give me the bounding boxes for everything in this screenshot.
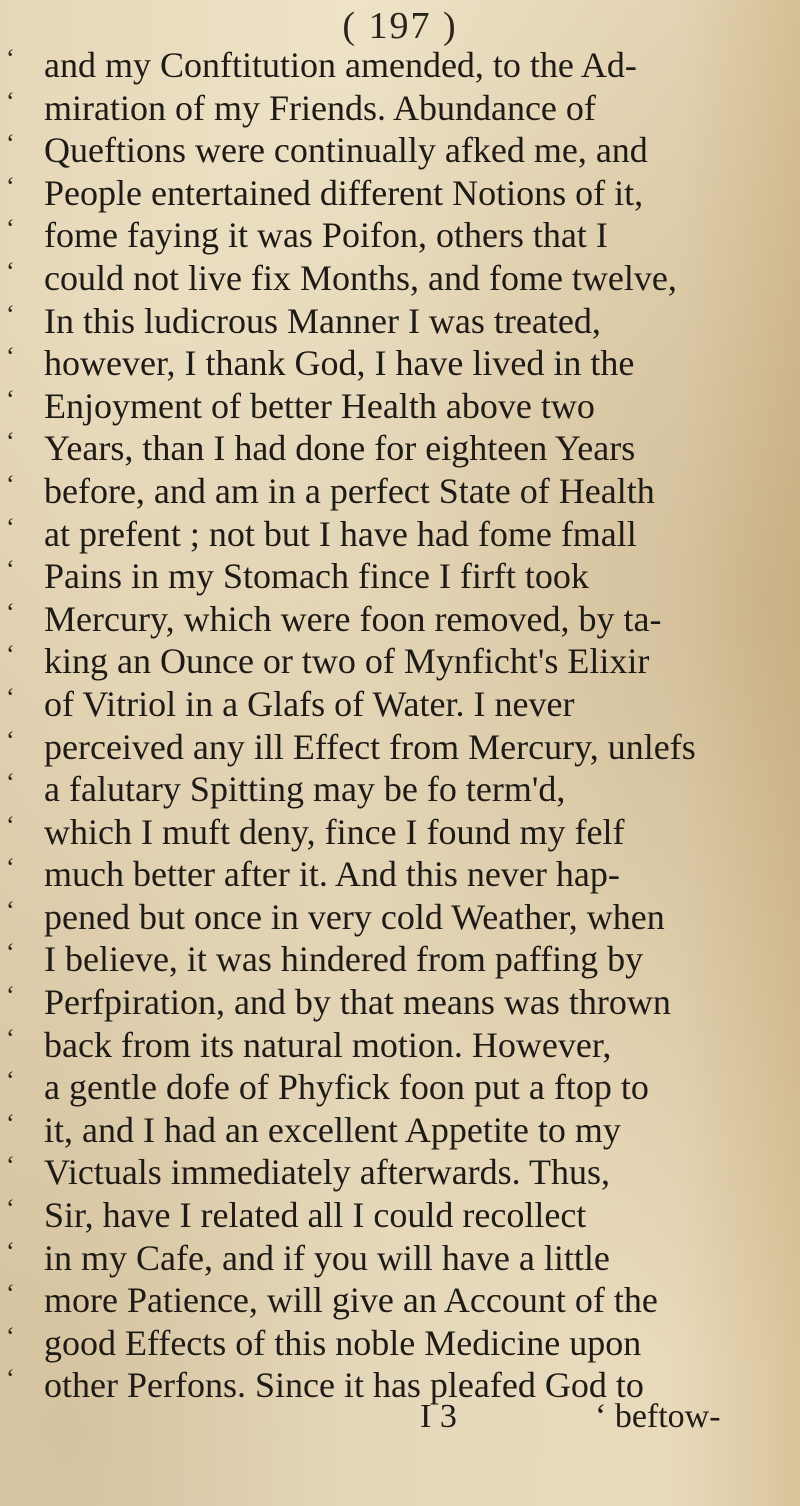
page-number: ( 197 ) [342, 5, 458, 47]
line-text: king an Ounce or two of Mynficht's Elixir [44, 641, 650, 682]
line-text: in my Cafe, and if you will have a little [44, 1237, 610, 1278]
catchword: ‘ beftow- [595, 1398, 721, 1435]
text-line [0, 300, 800, 343]
quote-mark: ‘ [6, 129, 15, 159]
quote-mark: ‘ [6, 171, 15, 201]
line-text: a falutary Spitting may be fo term'd, [44, 769, 566, 810]
quote-mark: ‘ [6, 86, 15, 116]
text-line [0, 726, 800, 769]
line-text: however, I thank God, I have lived in the [44, 343, 635, 384]
text-line [0, 129, 800, 172]
text-line [0, 342, 800, 385]
text-line [0, 1024, 800, 1067]
text-line [0, 87, 800, 130]
line-text: fome faying it was Poifon, others that I [44, 215, 608, 256]
quote-mark: ‘ [6, 768, 15, 798]
line-text: I believe, it was hindered from paffing by [44, 939, 644, 980]
text-line [0, 172, 800, 215]
text-line [0, 981, 800, 1024]
text-line [0, 640, 800, 683]
quote-mark: ‘ [6, 1023, 15, 1053]
text-line [0, 1066, 800, 1109]
quote-mark: ‘ [6, 427, 15, 457]
line-text: a gentle dofe of Phyfick foon put a ftop to [44, 1067, 649, 1108]
quote-mark: ‘ [6, 725, 15, 755]
text-line [0, 1322, 800, 1365]
quote-mark: ‘ [6, 895, 15, 925]
text-line [0, 257, 800, 300]
line-text: of Vitriol in a Glafs of Water. I never [44, 683, 575, 724]
line-text: pened but once in very cold Weather, when [44, 896, 665, 937]
quote-mark: ‘ [6, 938, 15, 968]
quote-mark: ‘ [6, 1321, 15, 1351]
line-text: before, and am in a perfect State of Health [44, 470, 655, 511]
text-line [0, 896, 800, 939]
quote-mark: ‘ [6, 810, 15, 840]
line-text: perceived any ill Effect from Mercury, unlefs [44, 726, 696, 767]
quote-mark: ‘ [6, 597, 15, 627]
text-body [0, 44, 800, 1407]
text-line [0, 385, 800, 428]
text-line [0, 1151, 800, 1194]
text-line [0, 470, 800, 513]
quote-mark: ‘ [6, 1066, 15, 1096]
text-line [0, 938, 800, 981]
quote-mark: ‘ [6, 1194, 15, 1224]
quote-mark: ‘ [6, 299, 15, 329]
line-text: and my Conftitution amended, to the Ad- [44, 45, 637, 85]
line-text: People entertained different Notions of it, [44, 172, 644, 213]
quote-mark: ‘ [6, 1236, 15, 1266]
line-text: it, and I had an excellent Appetite to my [44, 1109, 621, 1150]
quote-mark: ‘ [6, 512, 15, 542]
line-text: could not live fix Months, and fome twelve, [44, 257, 677, 298]
line-text: Sir, have I related all I could recollect [44, 1195, 587, 1236]
line-text: Mercury, which were foon removed, by ta- [44, 598, 662, 639]
quote-mark: ‘ [6, 682, 15, 712]
line-text: back from its natural motion. However, [44, 1024, 612, 1065]
signature-mark: I 3 [420, 1398, 457, 1435]
text-line [0, 1194, 800, 1237]
quote-mark: ‘ [6, 214, 15, 244]
text-line [0, 1279, 800, 1322]
text-line [0, 214, 800, 257]
line-text: Victuals immediately afterwards. Thus, [44, 1152, 611, 1193]
text-line [0, 598, 800, 641]
line-text: other Perfons. Since it has pleafed God to [44, 1365, 644, 1406]
quote-mark: ‘ [6, 469, 15, 499]
line-text: Enjoyment of better Health above two [44, 385, 595, 426]
line-text: In this ludicrous Manner I was treated, [44, 300, 601, 341]
quote-mark: ‘ [6, 1279, 15, 1309]
line-text: much better after it. And this never hap- [44, 854, 620, 895]
quote-mark: ‘ [6, 1364, 15, 1394]
quote-mark: ‘ [6, 555, 15, 585]
text-line [0, 1109, 800, 1152]
footer-line [0, 1398, 800, 1438]
quote-mark: ‘ [6, 1108, 15, 1138]
quote-mark: ‘ [6, 853, 15, 883]
line-text: Queftions were continually afked me, and [44, 130, 648, 171]
text-line [0, 427, 800, 470]
line-text: miration of my Friends. Abundance of [44, 87, 596, 128]
line-text: Pains in my Stomach fince I firft took [44, 556, 589, 597]
quote-mark: ‘ [6, 384, 15, 414]
text-line [0, 1237, 800, 1280]
text-line [0, 44, 800, 87]
text-line [0, 768, 800, 811]
line-text: at prefent ; not but I have had fome fmall [44, 513, 637, 554]
text-line [0, 811, 800, 854]
line-text: good Effects of this noble Medicine upon [44, 1322, 642, 1363]
line-text: Perfpiration, and by that means was thrown [44, 982, 671, 1023]
quote-mark: ‘ [6, 256, 15, 286]
quote-mark: ‘ [6, 44, 15, 73]
quote-mark: ‘ [6, 640, 15, 670]
text-line [0, 683, 800, 726]
quote-mark: ‘ [6, 342, 15, 372]
text-line [0, 853, 800, 896]
text-line [0, 513, 800, 556]
line-text: more Patience, will give an Account of the [44, 1280, 658, 1321]
quote-mark: ‘ [6, 1151, 15, 1181]
line-text: which I muft deny, fince I found my felf [44, 811, 625, 852]
text-line [0, 555, 800, 598]
quote-mark: ‘ [6, 981, 15, 1011]
line-text: Years, than I had done for eighteen Years [44, 428, 636, 469]
